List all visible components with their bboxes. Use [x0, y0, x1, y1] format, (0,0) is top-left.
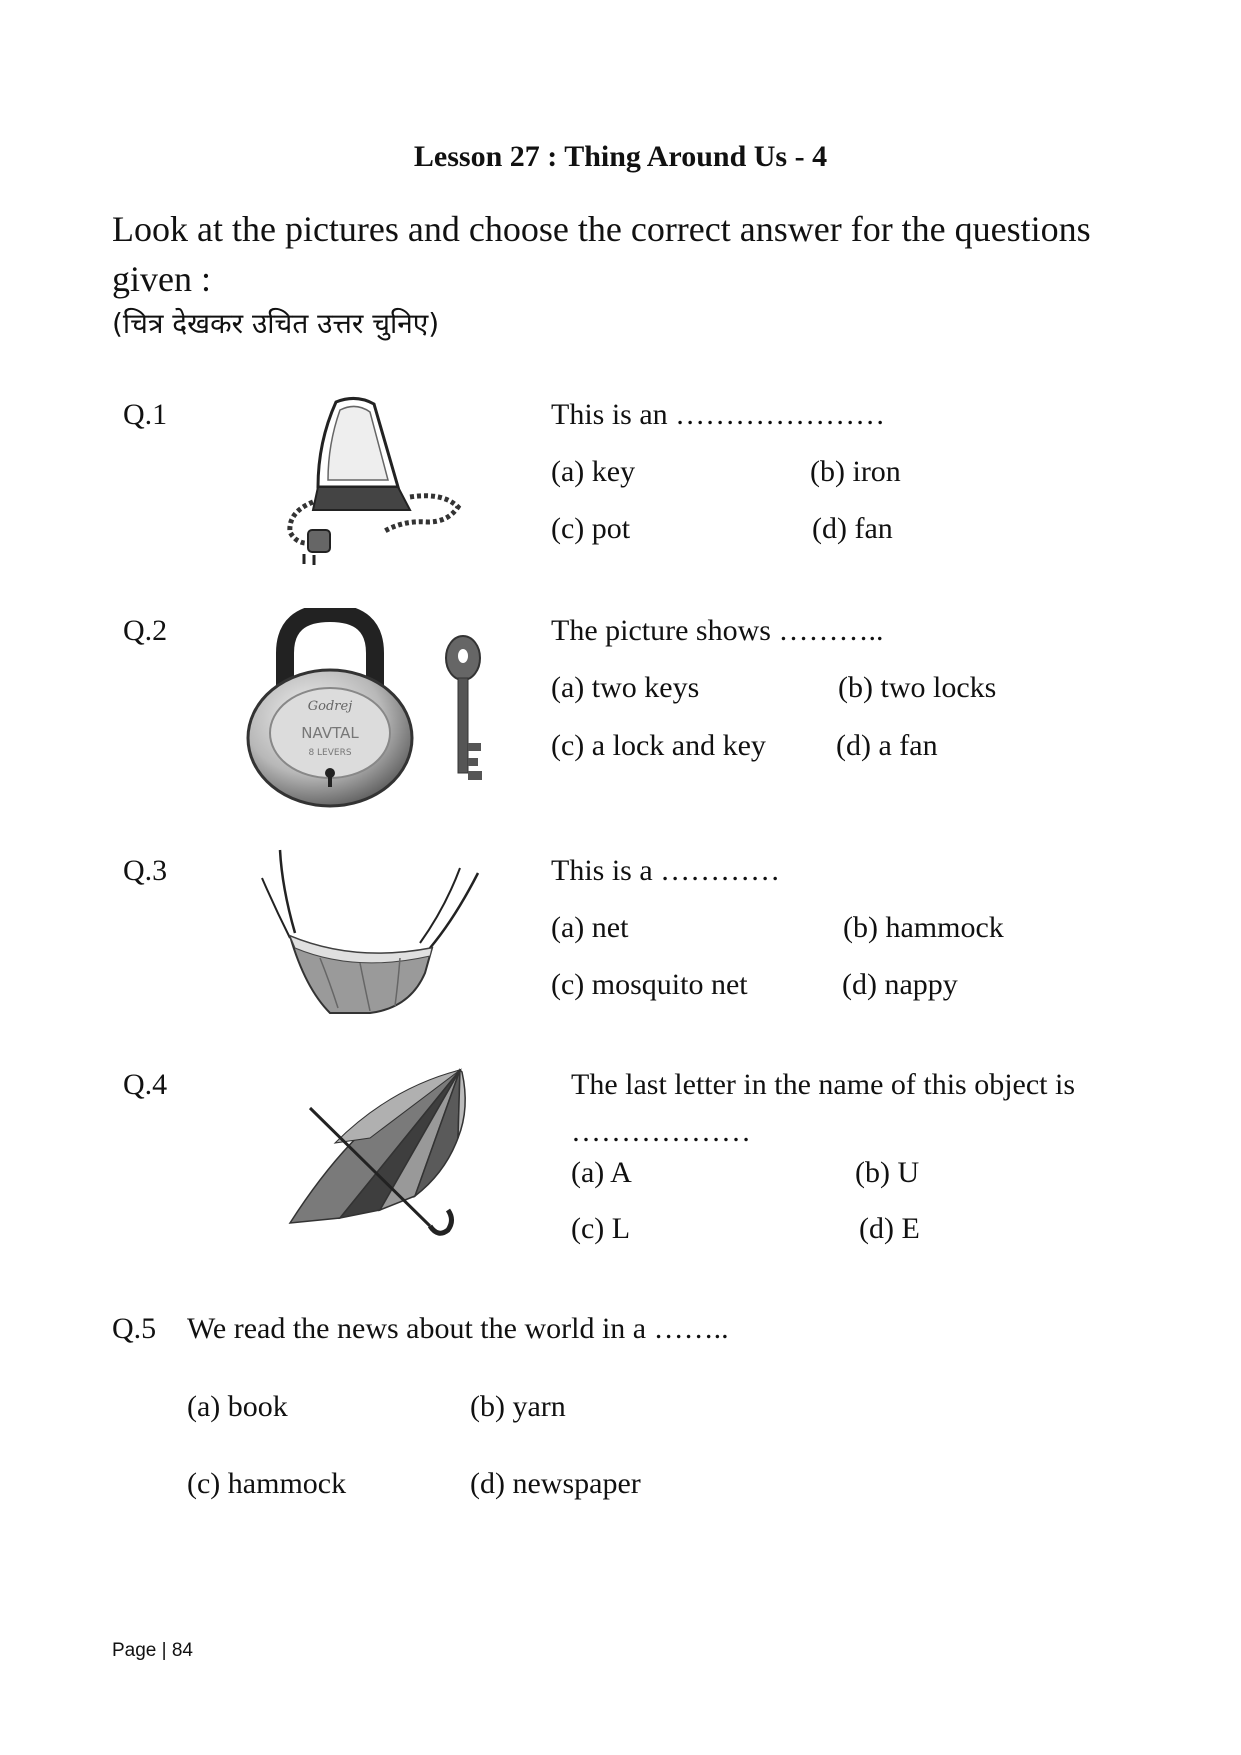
option-c[interactable]: (c) L: [571, 1212, 631, 1245]
question-stem: The picture shows ………..: [551, 614, 884, 647]
option-a[interactable]: (a) net: [551, 911, 629, 944]
option-d[interactable]: (d) fan: [812, 512, 893, 545]
question-stem: We read the news about the world in a ……..: [187, 1312, 729, 1345]
lock-model-text: NAVTAL: [301, 724, 359, 742]
lock-and-key-icon: [245, 608, 505, 808]
page-footer: Page | 84: [112, 1640, 194, 1661]
option-b[interactable]: (b) hammock: [843, 911, 1004, 944]
option-a[interactable]: (a) two keys: [551, 671, 700, 704]
option-b[interactable]: (b) iron: [810, 455, 901, 488]
lock-levers-text: 8 LEVERS: [308, 748, 352, 758]
question-number: Q.5: [112, 1312, 157, 1345]
iron-icon: [278, 392, 468, 567]
instruction: Look at the pictures and choose the correct answer for the questions given :: [112, 209, 1091, 299]
question-number: Q.1: [123, 398, 168, 431]
option-a[interactable]: (a) A: [571, 1156, 632, 1189]
umbrella-icon: [280, 1068, 495, 1243]
question-number: Q.3: [123, 854, 168, 887]
option-d[interactable]: (d) a fan: [836, 729, 938, 762]
option-c[interactable]: (c) a lock and key: [551, 729, 766, 762]
question-stem: This is an …………………: [551, 398, 886, 431]
option-d[interactable]: (d) newspaper: [470, 1467, 641, 1500]
page-title: Lesson 27 : Thing Around Us - 4: [413, 140, 828, 173]
question-number: Q.2: [123, 614, 168, 647]
option-c[interactable]: (c) hammock: [187, 1467, 347, 1500]
question-number: Q.4: [123, 1068, 168, 1101]
option-b[interactable]: (b) two locks: [838, 671, 997, 704]
option-a[interactable]: (a) key: [551, 455, 636, 488]
option-b[interactable]: (b) U: [855, 1156, 920, 1189]
option-d[interactable]: (d) nappy: [842, 968, 958, 1001]
lock-brand-text: Godrej: [307, 699, 353, 714]
option-c[interactable]: (c) mosquito net: [551, 968, 748, 1001]
question-stem-blank: ………………: [571, 1115, 751, 1148]
hammock-icon: [260, 848, 485, 1018]
option-d[interactable]: (d) E: [859, 1212, 920, 1245]
option-c[interactable]: (c) pot: [551, 512, 631, 545]
instruction-hindi: (चित्र देखकर उचित उत्तर चुनिए): [112, 307, 440, 340]
option-a[interactable]: (a) book: [187, 1390, 288, 1423]
question-stem: This is a …………: [551, 854, 781, 887]
option-b[interactable]: (b) yarn: [470, 1390, 566, 1423]
question-stem: The last letter in the name of this object is: [571, 1068, 1076, 1101]
